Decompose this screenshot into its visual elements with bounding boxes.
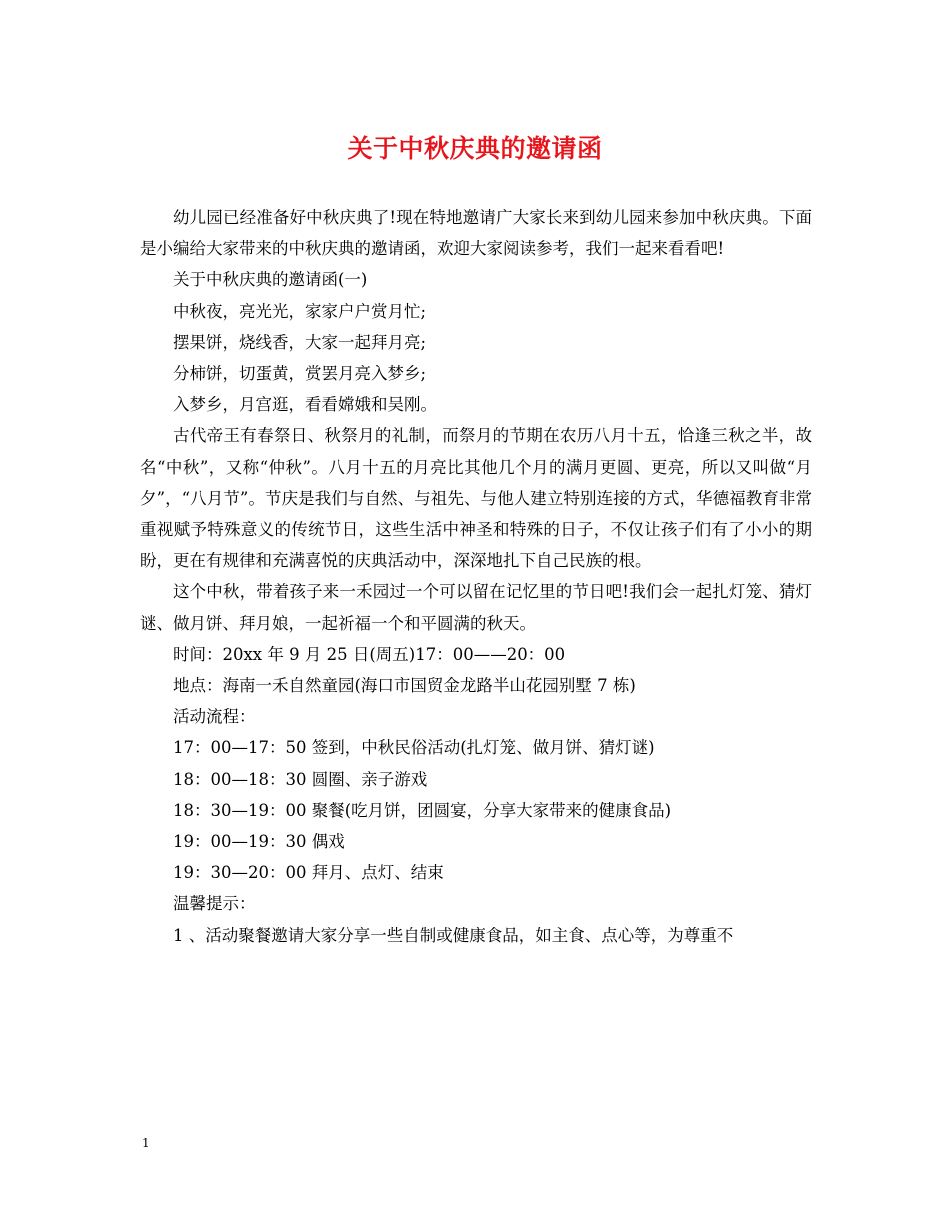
schedule-heading: 活动流程： (173, 707, 256, 727)
tips-heading: 温馨提示： (173, 894, 256, 914)
schedule-item: 18：00—18：30 圆圈、亲子游戏 (173, 769, 428, 789)
schedule-item: 18：30—19：00 聚餐(吃月饼，团圆宴，分享大家带来的健康食品) (173, 800, 672, 820)
document-body (140, 202, 812, 951)
intro-paragraph: 幼儿园已经准备好中秋庆典了!现在特地邀请广大家长来到幼儿园来参加中秋庆典。下面是小编给大家带来的中秋庆典的邀请函，欢迎大家阅读参考，我们一起来看看吧! (140, 208, 812, 259)
document-title: 关于中秋庆典的邀请函 (347, 134, 603, 163)
schedule-item: 19：30—20：00 拜月、点灯、结束 (173, 863, 444, 883)
schedule-item: 19：00—19：30 偶戏 (173, 832, 345, 852)
poem-line: 摆果饼，烧线香，大家一起拜月亮; (173, 332, 427, 352)
invitation-subtitle: 关于中秋庆典的邀请函(一) (173, 270, 368, 290)
tip-item: 1 、活动聚餐邀请大家分享一些自制或健康食品，如主食、点心等，为尊重不 (173, 925, 734, 945)
poem-line: 分柿饼，切蛋黄，赏罢月亮入梦乡; (173, 364, 427, 384)
event-location: 地点：海南一禾自然童园(海口市国贸金龙路半山花园别墅 7 栋) (173, 676, 636, 696)
schedule-item: 17：00—17：50 签到，中秋民俗活动(扎灯笼、做月饼、猜灯谜) (173, 738, 655, 758)
invitation-paragraph: 这个中秋，带着孩子来一禾园过一个可以留在记忆里的节日吧!我们会一起扎灯笼、猜灯谜、做月饼、拜月娘，一起祈福一个和平圆满的秋天。 (140, 582, 812, 633)
poem-line: 入梦乡，月宫逛，看看嫦娥和吴刚。 (173, 395, 437, 415)
poem-line: 中秋夜，亮光光，家家户户赏月忙; (173, 301, 427, 321)
event-time: 时间：20xx 年 9 月 25 日(周五)17：00——20：00 (173, 644, 566, 664)
page-number: 1 (142, 1136, 150, 1150)
history-paragraph: 古代帝王有春祭日、秋祭月的礼制，而祭月的节期在农历八月十五，恰逢三秋之半，故名“中秋”，又称“仲秋”。八月十五的月亮比其他几个月的满月更圆、更亮，所以又叫做“月夕”，“八月节”。节庆是我们与自然、与祖先、与他人建立特别连接的方式，华德福教育非常重视赋予特殊意义的传统节日，这些生活中神圣和特殊的日子，不仅让孩子们有了小小的期盼，更在有规律和充满喜悦的庆典活动中，深深地扎下自己民族的根。 (140, 426, 812, 571)
